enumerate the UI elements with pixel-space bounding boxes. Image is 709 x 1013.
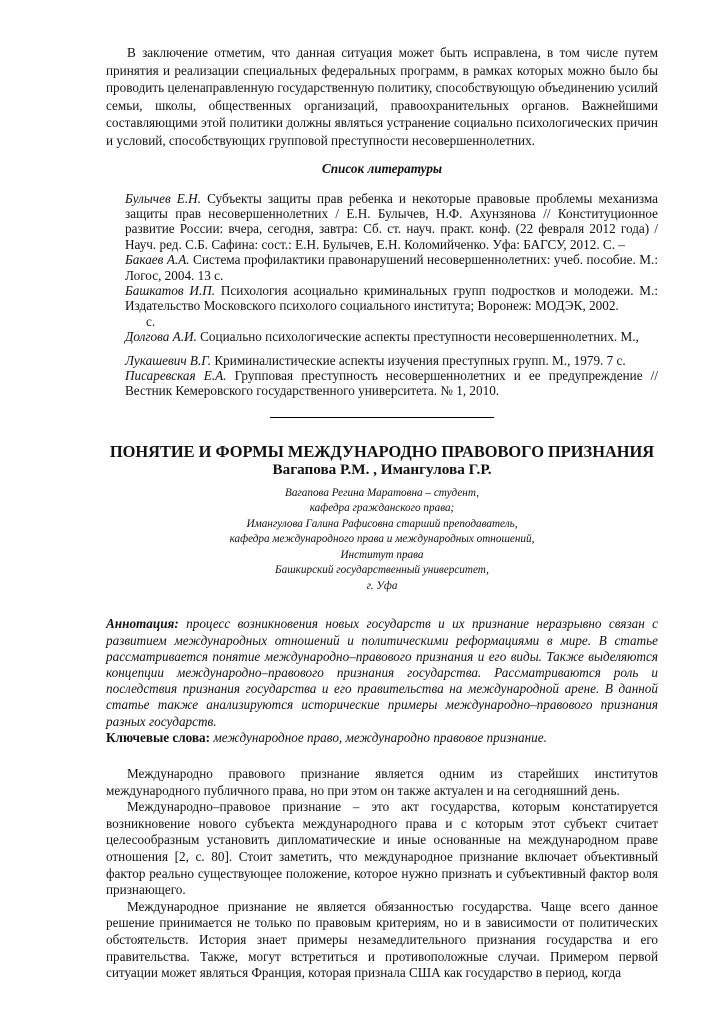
reference-author: Булычев Е.Н. — [125, 190, 201, 206]
reference-text: Групповая преступность несовершеннолетних и ее предупреждение // Вестник Кемеровского государственного университета. № 1, 2010. — [125, 368, 658, 399]
affiliation-line: Вагапова Регина Маратовна – студент, — [284, 486, 479, 499]
annotation-text: процесс возникновения новых государств и их признание неразрывно связан с развитием международных отношений и политическими реформациями в мире. В статье рассматривается понятие международно–правового признания и его виды. Также выделяются концепции международно–правового признания государства. Рассматриваются роль и последствия признания государства и его правительства на международной арене. В данной статье также анализируются исторические примеры международно–правового признания разных государств. — [106, 616, 658, 729]
keywords-label: Ключевые слова: — [106, 729, 211, 745]
article-authors: Вагапова Р.М. , Имангулова Г.Р. — [272, 460, 492, 478]
reference-text: Система профилактики правонарушений несовершеннолетних: учеб. пособие. М.: Логос, 2004. 13 с. — [125, 252, 658, 283]
affiliation-line: Имангулова Галина Рафисовна старший преподаватель, — [246, 517, 518, 530]
affiliation-line: г. Уфа — [366, 579, 398, 592]
reference-author: Лукашевич В.Г. — [125, 352, 212, 368]
references-list — [106, 191, 658, 399]
affiliation-line: кафедра гражданского права; — [309, 502, 455, 515]
reference-author: Долгова А.И. — [125, 329, 197, 345]
section-divider — [270, 417, 494, 418]
keywords — [106, 730, 658, 746]
affiliation-line: Институт права — [340, 548, 424, 561]
reference-text: Криминалистические аспекты изучения преступных групп. М., 1979. 7 с. — [211, 352, 626, 368]
article-body — [106, 766, 658, 982]
reference-text: Социально психологические аспекты преступности несовершеннолетних. М., — [196, 329, 639, 345]
reference-text: Психология асоциально криминальных групп подростков и молодежи. М.: Издательство Московского психолого социального института; Воронеж: МОДЭК, 2002. — [125, 283, 658, 314]
reference-item — [106, 252, 658, 283]
reference-author: Башкатов И.П. — [125, 283, 216, 298]
body-paragraph: Международно–правовое признание – это акт государства, которым констатируется возникновение нового субъекта международного права и с которым этот субъект считает целесообразным установить дипломатические и иные основанные на международном праве отношения [2, с. 80]. Стоит заметить, что международное признание включает объективный фактор реально существующее положение, которое нужно признать и субъективный фактор воля признающего. — [106, 799, 658, 898]
article-title: ПОНЯТИЕ И ФОРМЫ МЕЖДУНАРОДНО ПРАВОВОГО ПРИЗНАНИЯ — [109, 441, 655, 461]
document-page — [106, 44, 658, 982]
reference-extra: с. — [146, 313, 156, 329]
reference-text: Субъекты защиты прав ребенка и некоторые правовые проблемы механизма защиты прав несовершеннолетних / Е.Н. Булычев, Н.Ф. Ахунзянова // Конституционное развитие России: вчера, сегодня, завтра: Сб. ст. науч. практ. конф. (22 февраля 2012 года) / Науч. ред. С.Б. Сафина: сост.: Е.Н. Булычев, Е.Н. Коломийченко. Уфа: БАГСУ, 2012. С. – — [125, 190, 659, 252]
reference-author: Писаревская Е.А. — [125, 368, 227, 384]
reference-author: Бакаев А.А. — [125, 252, 190, 268]
body-paragraph: Международное признание не является обязанностью государства. Чаще всего данное решение принимается не только по правовым критериям, но и в зависимости от политических обстоятельств. История знает примеры незамедлительного признания государства и его правительства. Также, могут встретиться и противоположные случаи. Примером первой ситуации может являться Франция, которая признала США как государство в период, когда — [106, 898, 658, 981]
reference-item — [106, 191, 658, 253]
body-paragraph: Международно правового признание является одним из старейших институтов международного публичного права, но при этом он также актуален и на сегодняшний день. — [106, 765, 658, 798]
annotation — [106, 616, 658, 729]
references-title: Список литературы — [321, 160, 443, 176]
affiliation-line: Башкирский государственный университет, — [275, 564, 489, 577]
reference-item — [106, 353, 658, 368]
annotation-label: Аннотация: — [106, 616, 179, 632]
keywords-text: международное право, международно правовое признание. — [210, 729, 547, 745]
conclusion-paragraph: В заключение отметим, что данная ситуация может быть исправлена, в том числе путем принятия и реализации специальных федеральных программ, в рамках которых можно было бы проводить целенаправленную государственную политику, способствующую объединению усилий семьи, школы, общественных организаций, правоохранительных органов. Важнейшими составляющими этой политики должны являться устранение социально психологических причин и условий, способствующих групповой преступности несовершеннолетних. — [106, 45, 658, 148]
reference-item — [106, 329, 658, 344]
author-affiliation — [106, 486, 658, 595]
reference-item — [106, 283, 658, 329]
reference-item — [106, 368, 658, 399]
affiliation-line: кафедра международного права и международных отношений, — [229, 533, 535, 546]
